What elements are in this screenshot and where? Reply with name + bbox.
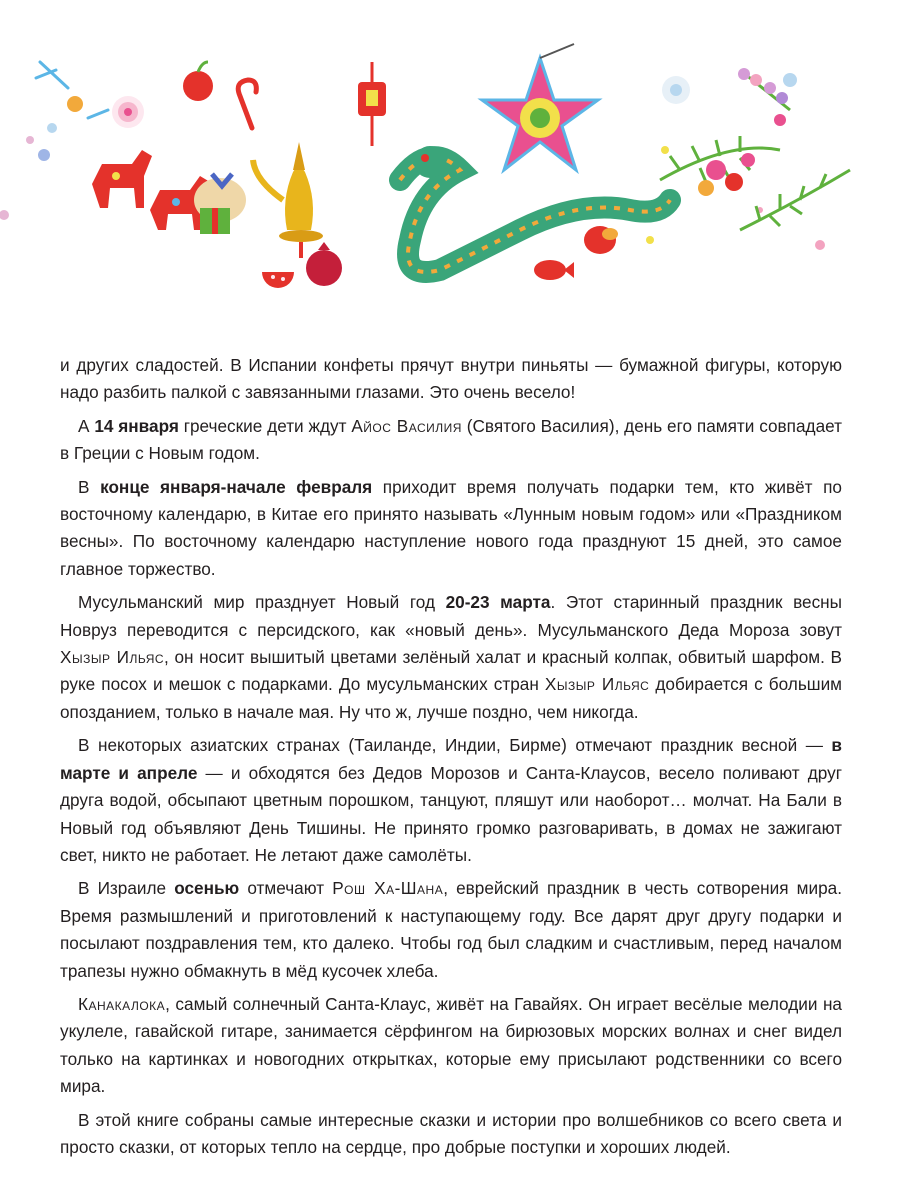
text-run: , самый солнечный Санта-Клаус, живёт на Гавайях. Он играет весёлые мелодии на укулеле, гавайской гитаре, занимается сёрфингом на бирюзовых морских волнах и снег видел только на картинках и новогодних открытках, которые ему присылают родственники со всего мира.	[60, 993, 842, 1097]
header-illustration	[0, 0, 900, 340]
text-run: отмечают	[239, 878, 333, 899]
pomegranate-icon	[306, 242, 342, 286]
bold-phrase: 14 января	[94, 415, 179, 436]
small-caps-name: Айос Василия	[351, 415, 462, 436]
pomegranate-slice-icon	[262, 272, 294, 288]
bold-phrase: осенью	[174, 878, 240, 899]
lilac-branch-icon	[738, 68, 797, 126]
paragraph	[60, 589, 842, 726]
bold-phrase: в марте и апреле	[60, 735, 842, 783]
paragraph	[60, 1107, 842, 1162]
text-run: Мусульманский мир празднует Новый год	[78, 592, 446, 613]
candy-cane-icon	[238, 80, 256, 128]
text-run: (Святого Василия), день его памяти совпадает в Греции с Новым годом.	[60, 415, 842, 464]
lace-snowflake-icon	[112, 96, 144, 128]
article-text	[60, 352, 842, 1167]
paragraph	[60, 732, 842, 869]
text-run: приходит время получать подарки тем, кто живёт по восточному календарю, в Китае его принято называть «Лунным новым годом» или «Праздником весны». По восточному календарю наступление нового года празднуют 15 дней, это самое главное торжество.	[60, 476, 842, 579]
small-caps-name: Рош Ха-Шана	[332, 878, 444, 899]
text-run: и других сладостей. В Испании конфеты прячут внутри пиньяты — бумажной фигуры, которую надо разбить палкой с завязанными глазами. Это очень весело!	[60, 355, 842, 403]
paragraph	[60, 474, 842, 584]
text-run: . Этот старинный праздник весны Новруз переводится с персидского, как «новый день». Мусульманского Деда Мороза зовут	[60, 592, 843, 640]
paragraph	[60, 875, 842, 985]
small-caps-name: Хызыр Ильяс	[60, 647, 165, 668]
text-run: греческие дети ждут	[178, 415, 352, 436]
text-run: В Израиле	[78, 878, 175, 899]
palm-leaf-icon	[660, 136, 850, 230]
text-run: А	[78, 415, 95, 436]
small-caps-name: Канакалока	[78, 993, 166, 1014]
paragraph	[60, 991, 842, 1101]
red-fish-icon	[534, 260, 574, 280]
text-run: В некоторых азиатских странах (Таиланде, Индии, Бирме) отмечают праздник весной —	[78, 735, 832, 756]
text-run: , еврейский праздник в честь сотворения мира. Время размышлений и приготовлений к наступающему году. Все дарят друг другу подарки и посылают поздравления тем, кто далеко. Чтобы год был сладким и счастливым, перед началом трапезы нужно обмакнуть в мёд кусочек хлеба.	[60, 878, 842, 981]
lantern-icon	[358, 62, 386, 146]
apple-icon	[183, 62, 213, 101]
text-run: , он носит вышитый цветами зелёный халат и красный колпак, обвитый шарфом. В руке посох и мешок с подарками. До мусульманских стран	[60, 647, 842, 695]
text-run: добирается с большим опозданием, только в начале мая. Ну что ж, лучше поздно, чем никогда.	[60, 674, 842, 722]
teapot-icon	[253, 142, 323, 258]
pinata-star-icon	[482, 44, 598, 170]
dala-horse-icon	[92, 150, 152, 208]
dragon-icon	[400, 146, 670, 272]
red-mask-icon	[584, 226, 618, 254]
bold-phrase: 20-23 марта	[445, 592, 551, 613]
text-run: — и обходятся без Дедов Морозов и Санта-Клаусов, весело поливают друг друга водой, обсыпают цветным порошком, танцуют, пляшут или наоборот… молчат. На Бали в Новый год объявляют День Тишины. Не принято громко разговаривать, в домах не зажигают свет, никто не работает. Не летают даже самолёты.	[60, 762, 842, 865]
text-run: В	[78, 476, 101, 497]
paragraph	[60, 413, 842, 468]
text-run: В этой книге собраны самые интересные сказки и истории про волшебников со всего света и просто сказки, от которых тепло на сердце, про добрые поступки и хороших людей.	[60, 1109, 842, 1157]
bold-phrase: конце января-начале февраля	[100, 476, 373, 497]
paragraph	[60, 352, 842, 407]
small-caps-name: Хызыр Ильяс	[544, 674, 650, 695]
